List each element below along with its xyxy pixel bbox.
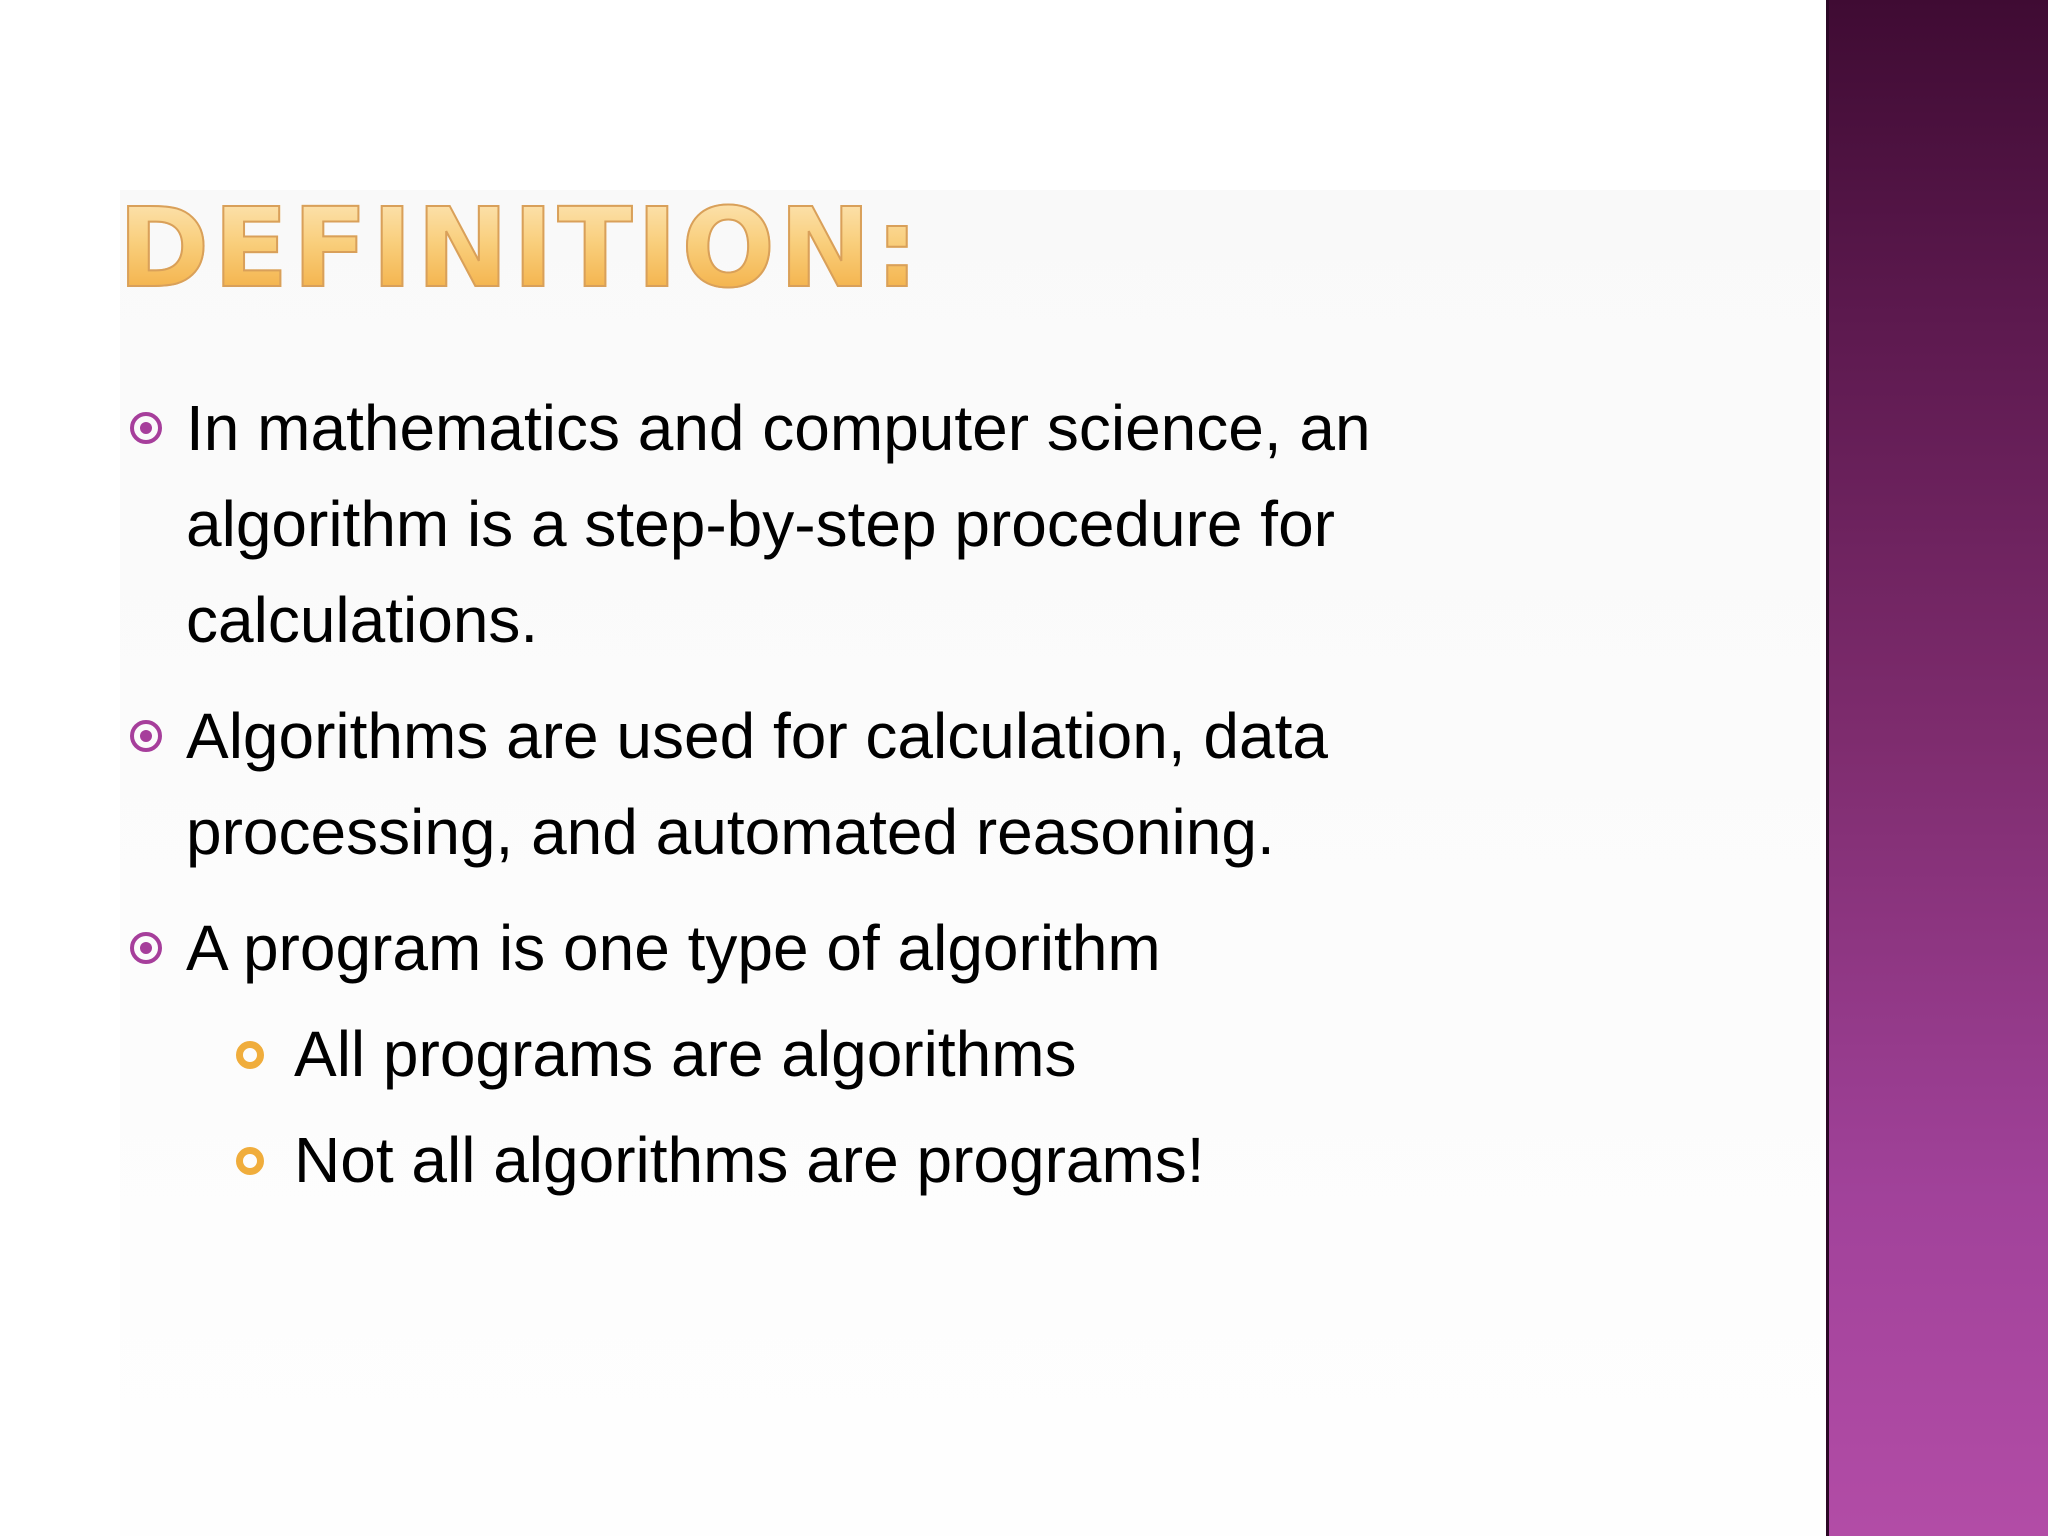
target-circle-icon [130,720,162,752]
sub-bullet-text: All programs are algorithms [294,1018,1077,1090]
bullet-text: Algorithms are used for calculation, data processing, and automated reasoning. [186,700,1328,868]
bullet-text: In mathematics and computer science, an algorithm is a step-by-step procedure for calculations. [186,392,1371,656]
bullet-item [126,688,1606,880]
target-circle-icon [130,412,162,444]
bullet-item [126,900,1606,1208]
sub-bullet-item [236,1006,1606,1102]
sub-bullet-text: Not all algorithms are programs! [294,1124,1205,1196]
bullet-list [126,380,1606,1228]
slide-title: DEFINITION: [118,184,924,312]
decorative-sidebar [1826,0,2048,1536]
sub-bullet-list [186,1006,1606,1208]
ring-icon [236,1041,264,1069]
bullet-item [126,380,1606,668]
target-circle-icon [130,932,162,964]
sub-bullet-item [236,1112,1606,1208]
bullet-text: A program is one type of algorithm [186,912,1161,984]
ring-icon [236,1147,264,1175]
